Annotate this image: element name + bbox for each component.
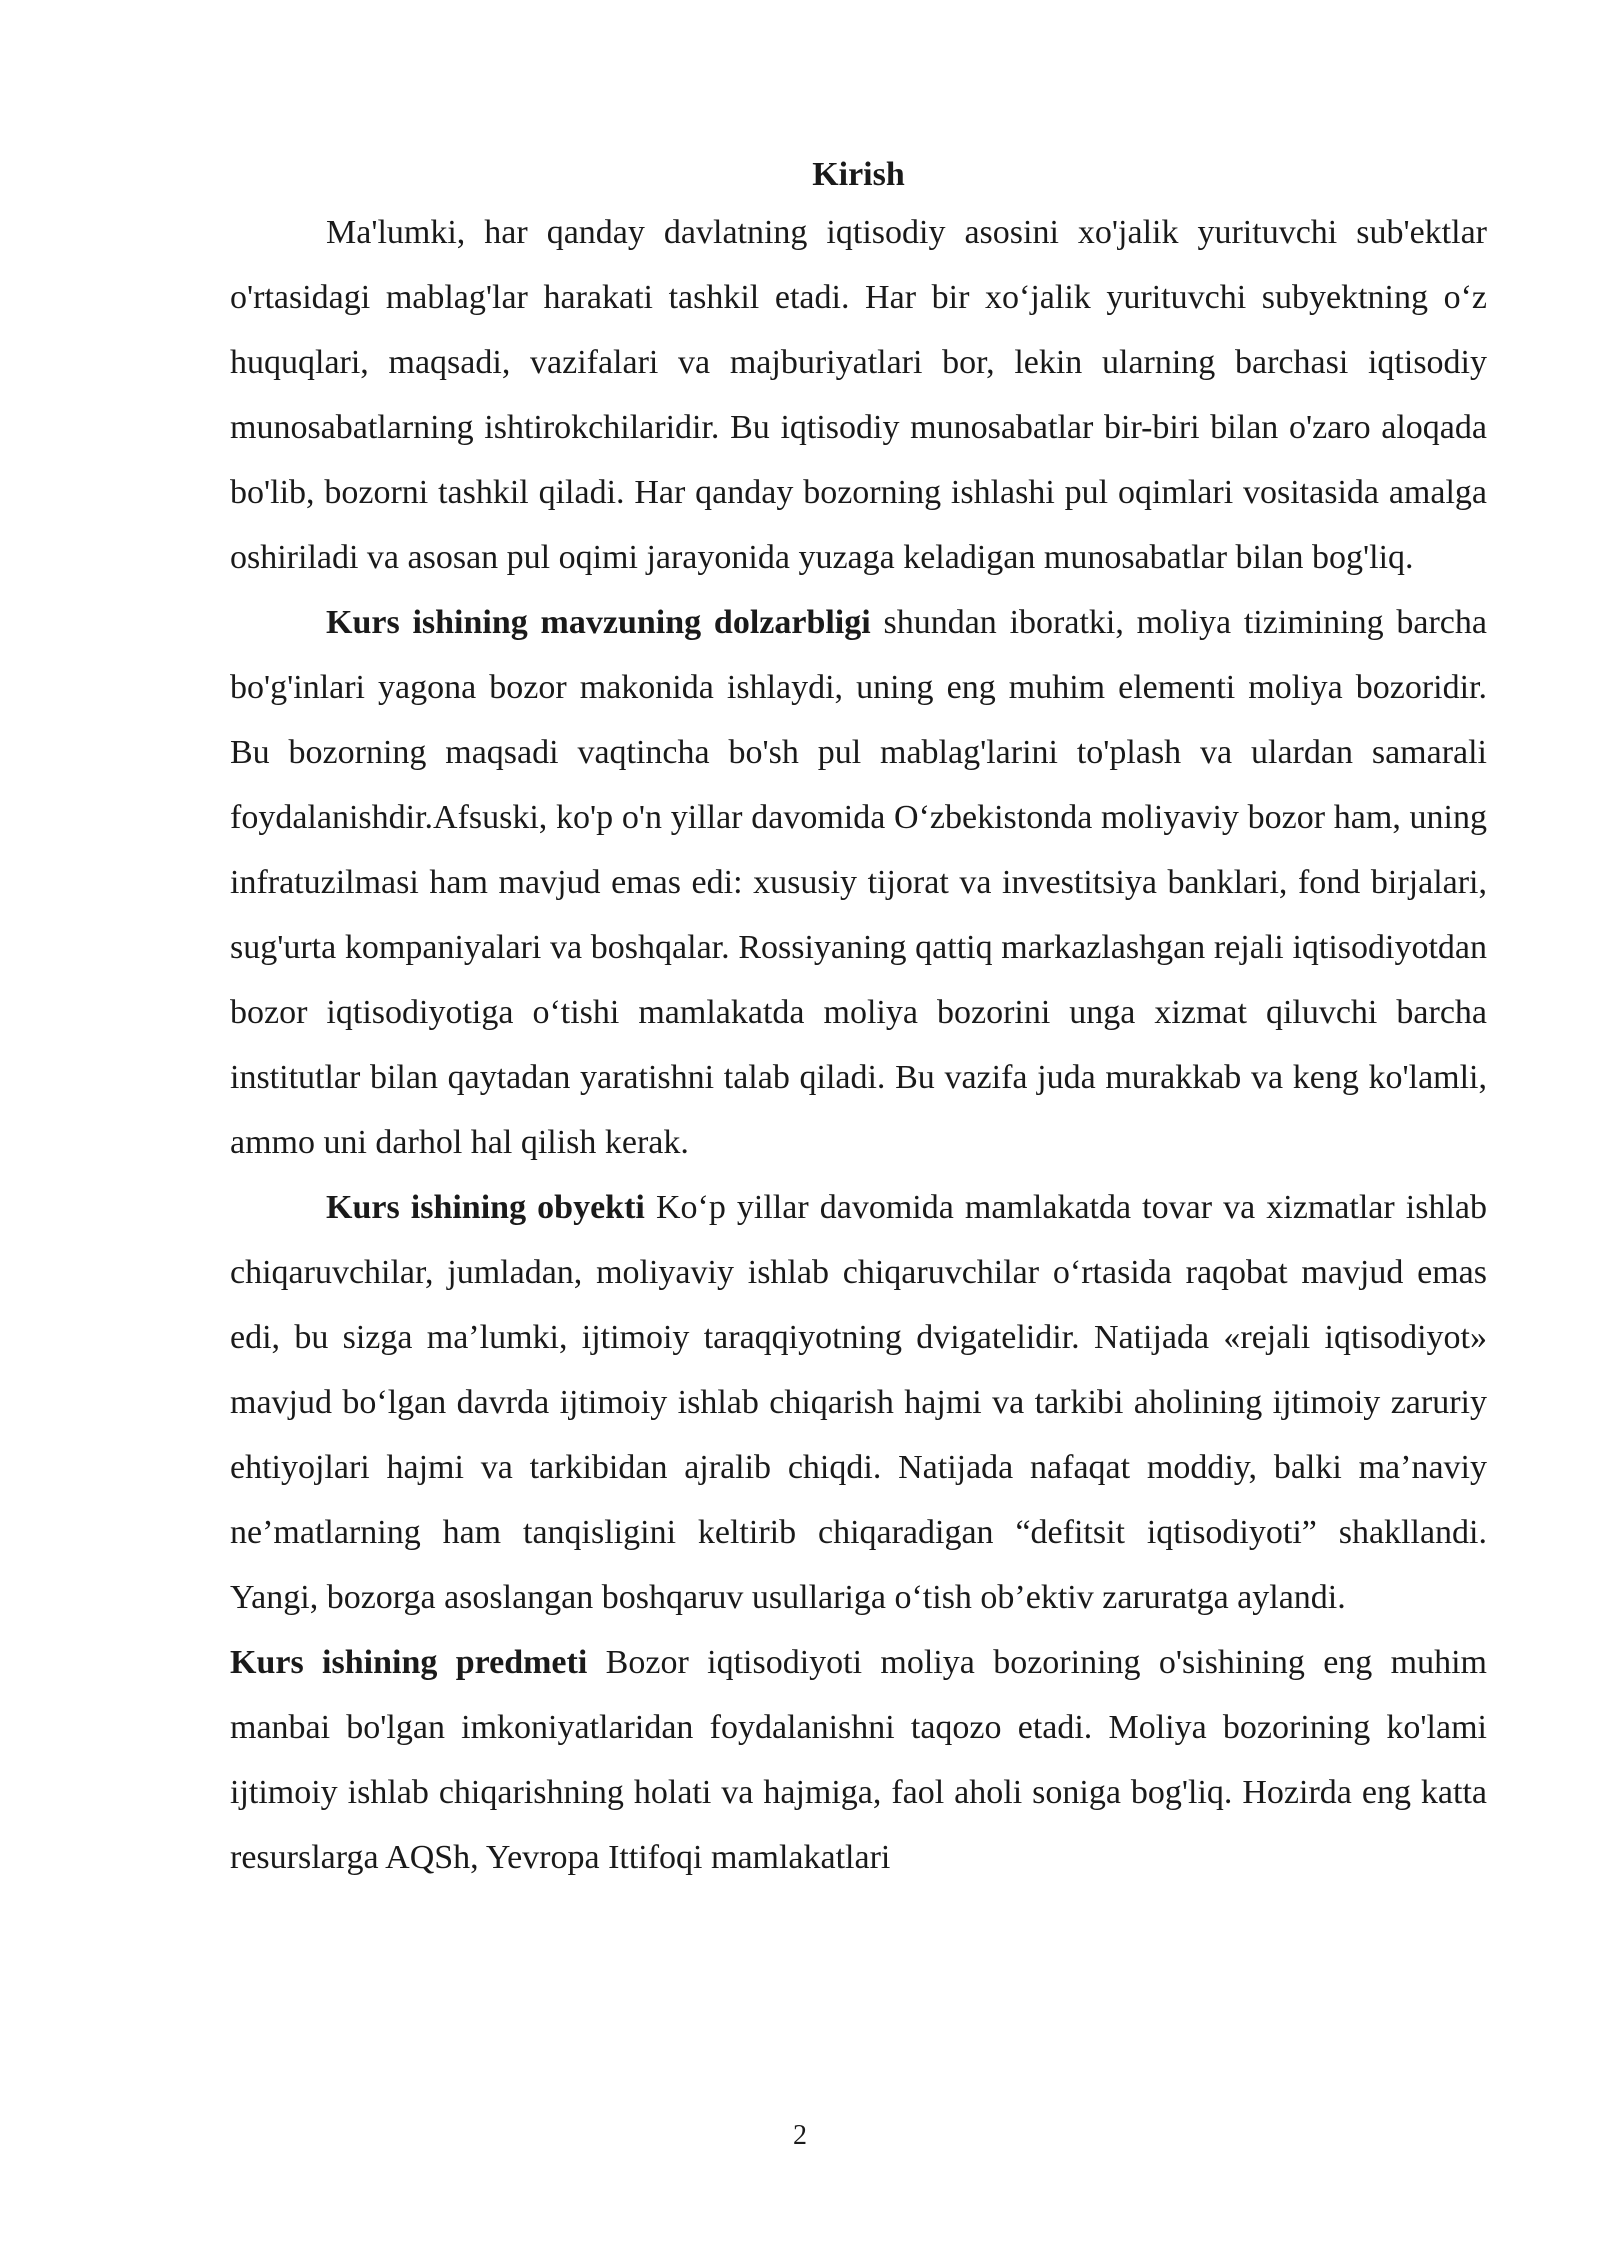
paragraph-text: Ko‘p yillar davomida mamlakatda tovar va xizmatlar ishlab chiqaruvchilar, jumladan, moliyaviy ishlab chiqaruvchilar o‘rtasida raqobat mavjud emas edi, bu sizga ma’lumki, ijtimoiy taraqqiyotning dvigatelidir. Natijada «rejali iqtisodiyot» mavjud bo‘lgan davrda ijtimoiy ishlab chiqarish hajmi va tarkibi aholining ijtimoiy zaruriy ehtiyojlari hajmi va tarkibidan ajralib chiqdi. Natijada nafaqat moddiy, balki ma’naviy ne’matlarning ham tanqisligini keltirib chiqaradigan “defitsit iqtisodiyoti” shakllandi. Yangi, bozorga asoslangan boshqaruv usullariga o‘tish ob’ektiv zaruratga aylandi. [230, 1189, 1487, 1616]
section-title: Kirish [812, 156, 905, 193]
paragraph-heading: Kurs ishining obyekti [326, 1189, 645, 1226]
paragraph-object [230, 1175, 1487, 1630]
page-number: 2 [793, 2120, 807, 2151]
page-content [230, 150, 1487, 1890]
paragraph-heading: Kurs ishining predmeti [230, 1644, 588, 1681]
paragraph-text: Bozor iqtisodiyoti moliya bozorining o'sishining eng muhim manbai bo'lgan imkoniyatlaridan foydalanishni taqozo etadi. Moliya bozorining ko'lami ijtimoiy ishlab chiqarishning holati va hajmiga, faol aholi soniga bog'liq. Hozirda eng katta resurslarga AQSh, Yevropa Ittifoqi mamlakatlari [230, 1644, 1488, 1876]
paragraph-heading: Kurs ishining mavzuning dolzarbligi [326, 604, 871, 641]
paragraph-text: shundan iboratki, moliya tizimining barcha bo'g'inlari yagona bozor makonida ishlaydi, uning eng muhim elementi moliya bozoridir. Bu bozorning maqsadi vaqtincha bo'sh pul mablag'larini to'plash va ulardan samarali foydalanishdir.Afsuski, ko'p o'n yillar davomida O‘zbekistonda moliyaviy bozor ham, uning infratuzilmasi ham mavjud emas edi: xususiy tijorat va investitsiya banklari, fond birjalari, sug'urta kompaniyalari va boshqalar. Rossiyaning qattiq markazlashgan rejali iqtisodiyotdan bozor iqtisodiyotiga o‘tishi mamlakatda moliya bozorini unga xizmat qiluvchi barcha institutlar bilan qaytadan yaratishni talab qiladi. Bu vazifa juda murakkab va keng ko'lamli, ammo uni darhol hal qilish kerak. [230, 604, 1487, 1161]
paragraph-subject [230, 1630, 1487, 1890]
paragraph-intro [230, 200, 1487, 590]
paragraph-text: Ma'lumki, har qanday davlatning iqtisodiy asosini xo'jalik yurituvchi sub'ektlar o'rtasidagi mablag'lar harakati tashkil etadi. Har bir xo‘jalik yurituvchi subyektning o‘z huquqlari, maqsadi, vazifalari va majburiyatlari bor, lekin ularning barchasi iqtisodiy munosabatlarning ishtirokchilaridir. Bu iqtisodiy munosabatlar bir-biri bilan o'zaro aloqada bo'lib, bozorni tashkil qiladi. Har qanday bozorning ishlashi pul oqimlari vositasida amalga oshiriladi va asosan pul oqimi jarayonida yuzaga keladigan munosabatlar bilan bog'liq. [230, 214, 1487, 576]
paragraph-relevance [230, 590, 1487, 1175]
